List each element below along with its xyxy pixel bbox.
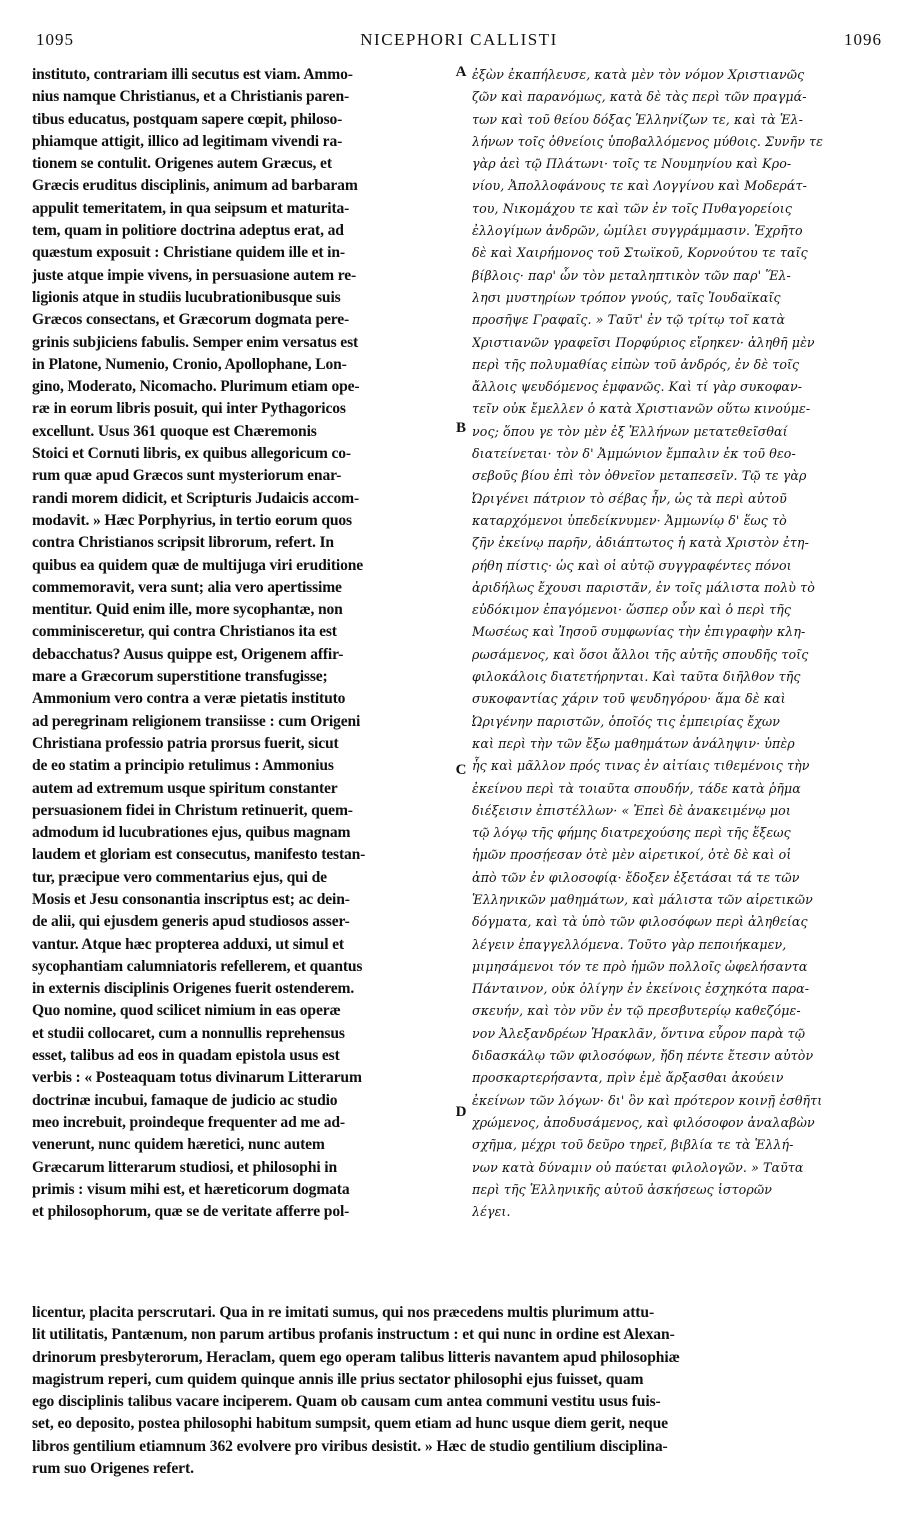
greek-text-line: Μωσέως καὶ Ἰησοῦ συμφωνίας τὴν ἐπιγραφὴν κλη- <box>472 624 806 640</box>
greek-text-line: ἄλλοις ψευδόμενος ἐμφανῶς. Καὶ τί γὰρ συκοφαν- <box>472 379 803 395</box>
greek-text-line: ἐλλογίμων ἀνδρῶν, ὡμίλει συγγράμμασιν. Ἐχρῆτο <box>472 223 803 239</box>
greek-text-line: νίου, Ἀπολλοφάνους τε καὶ Λογγίνου καὶ Μοδεράτ- <box>472 178 807 194</box>
latin-text-line: juste atque impie vivens, in persuasione autem re- <box>32 266 357 284</box>
latin-text-line: laudem et gloriam est consecutus, manifesto testan- <box>32 846 366 864</box>
greek-text-line: εὐδόκιμον ἐπαγόμενοι· ὥσπερ οὖν καὶ ὁ περὶ τῆς <box>472 602 792 618</box>
greek-text-line: διατείνεται· τὸν δ' Ἀμμώνιον ἔμπαλιν ἐκ τοῦ θεο- <box>472 446 796 462</box>
greek-text-line: λησι μυστηρίων τρόπον γνούς, ταῖς Ἰουδαϊκαῖς <box>472 289 781 305</box>
latin-text-line: tur, præcipue vero commentarius ejus, qui de <box>32 868 327 886</box>
greek-text-line: Ὠριγένην παριστῶν, ὁποῖός τις ἐμπειρίας ἔχων <box>472 713 781 729</box>
greek-text-line: δόγματα, καὶ τὰ ὑπὸ τῶν φιλοσόφων περὶ ἀληθείας <box>472 914 808 930</box>
greek-text-line: σεβοῦς βίου ἐπὶ τὸν ὀθνεῖον μεταπεσεῖν. Τῷ τε γὰρ <box>472 468 807 484</box>
latin-text-line: persuasionem fidei in Christum retinuerit, quem- <box>32 801 353 819</box>
latin-text-line: commemoravit, vera sunt; alia vero apertissime <box>32 578 342 596</box>
greek-text-line: μιμησάμενοι τόν τε πρὸ ἡμῶν πολλοῖς ὠφελήσαντα <box>472 958 808 974</box>
greek-text-line: ἐξὼν ἐκαπήλευσε, κατὰ μὲν τὸν νόμον Χριστιανῶς <box>472 67 805 82</box>
latin-text-line: in externis disciplinis Origenes fuerit ostenderem. <box>32 980 355 998</box>
latin-text-line: Græcos consectans, et Græcorum dogmata pere- <box>32 311 350 329</box>
greek-text-line: καὶ περὶ τὴν τῶν ἔξω μαθημάτων ἀνάληψιν· ὑπὲρ <box>472 735 795 751</box>
greek-text-line: ἧς καὶ μᾶλλον πρός τινας ἐν αἰτίαις τιθεμένοις τὴν <box>472 758 810 774</box>
greek-text-line: Πάνταινον, οὐκ ὀλίγην ἐν ἐκείνοις ἐσχηκότα παρα- <box>472 981 810 997</box>
latin-text-line: admodum id lucubrationes ejus, quibus magnam <box>32 824 351 842</box>
greek-text-line: του, Νικομάχου τε καὶ τῶν ἐν τοῖς Πυθαγορείοις <box>472 200 792 216</box>
latin-text-line: doctrinæ incubui, famaque de judicio ac studio <box>32 1091 338 1109</box>
greek-text-line: νων κατὰ δύναμιν οὐ παύεται φιλολογῶν. » Ταῦτα <box>472 1159 804 1175</box>
greek-text-line: βίβλοις· παρ' ὧν τὸν μεταληπτικὸν τῶν παρ' Ἕλ- <box>472 267 791 283</box>
greek-text-line: νος; ὅπου γε τὸν μὲν ἐξ Ἑλλήνων μετατεθεῖσθαί <box>472 423 788 439</box>
latin-text-line: modavit. » Hæc Porphyrius, in tertio eorum quos <box>32 511 352 529</box>
bottom-text-line: ego disciplinis talibus vacare inciperem. Quam ob causam cum antea communi vestitu usus fuis- <box>32 1393 661 1411</box>
latin-text-line: Ammonium vero contra a veræ pietatis instituto <box>32 690 346 708</box>
greek-text-line: δὲ καὶ Χαιρήμονος τοῦ Στωϊκοῦ, Κορνούτου τε ταῖς <box>472 245 808 261</box>
latin-text-line: debacchatus? Ausus quippe est, Origenem affir- <box>32 645 344 663</box>
page-number-right: 1096 <box>844 30 882 49</box>
greek-text-line: καταρχόμενοι ὑπεδείκνυμεν· Ἀμμωνίῳ δ' ἕως τὸ <box>472 512 787 528</box>
greek-text-line: ἡμῶν προσῄεσαν ὁτὲ μὲν αἱρετικοί, ὁτὲ δὲ καὶ οἱ <box>472 847 792 863</box>
latin-text-line: contra Christianos scripsit librorum, refert. In <box>32 534 334 552</box>
greek-text-line: ρήθη πίστις· ὡς καὶ οἱ αὐτῷ συγγραφέντες πόνοι <box>472 557 792 573</box>
greek-text-line: ἐκείνων τῶν λόγων· δι' ὃν καὶ πρότερον κοινῇ ἐσθῆτι <box>472 1092 823 1108</box>
bottom-text-line: rum suo Origenes refert. <box>32 1460 194 1478</box>
greek-text-line: διδασκάλῳ τῶν φιλοσόφων, ἤδη πέντε ἔτεσιν αὐτὸν <box>472 1048 814 1064</box>
greek-text-line: ζῆν ἐκείνῳ παρῆν, ἀδιάπτωτος ἡ κατὰ Χριστὸν ἐτη- <box>472 535 809 551</box>
latin-text-line: tem, quam in politiore doctrina adeptus erat, ad <box>32 222 344 240</box>
latin-text-line: excellunt. Usus 361 quoque est Chæremonis <box>32 422 317 440</box>
latin-text-line: et studii collocaret, cum a nonnullis reprehensus <box>32 1024 345 1042</box>
margin-letter-c: C <box>455 762 467 778</box>
latin-text-line: esset, talibus ad eos in quadam epistola usus est <box>32 1047 340 1065</box>
greek-text-line: ζῶν καὶ παρανόμως, κατὰ δὲ τὰς περὶ τῶν πραγμά- <box>472 89 807 105</box>
greek-text-line: σκευήν, καὶ τὸν νῦν ἐν τῷ πρεσβυτερίῳ καθεζόμε- <box>472 1003 801 1019</box>
latin-text-line: Mosis et Jesu consonantia inscriptus est; ac dein- <box>32 890 350 908</box>
greek-text-line: των καὶ τοῦ θείου δόξας Ἑλληνίζων τε, καὶ τὰ Ἑλ- <box>472 111 803 127</box>
greek-text-line: ἀριδήλως ἔχουσι παριστᾶν, ἐν τοῖς μάλιστα πολὺ τὸ <box>472 579 815 595</box>
latin-text-line: quæstum exposuit : Christiane quidem ille et in- <box>32 244 345 262</box>
margin-letter-d: D <box>455 1104 467 1120</box>
latin-text-line: Quo nomine, quod scilicet nimium in eas operæ <box>32 1002 341 1020</box>
latin-text-line: mare a Græcorum superstitione transfugisse; <box>32 668 328 686</box>
full-width-text-block <box>32 1302 882 1480</box>
greek-column <box>472 64 882 1223</box>
latin-text-line: Græcis eruditus disciplinis, animum ad barbaram <box>32 177 358 195</box>
running-title: NICEPHORI CALLISTI <box>360 30 558 49</box>
latin-text-line: vantur. Atque hæc propterea adduxi, ut simul et <box>32 935 344 953</box>
margin-letter-b: B <box>455 420 466 436</box>
latin-text-line: ad peregrinam religionem transiisse : cum Origeni <box>32 712 361 730</box>
greek-text-line: ἀπὸ τῶν ἐν φιλοσοφίᾳ· ἔδοξεν ἐξετάσαι τά τε τῶν <box>472 869 800 885</box>
latin-text-line: mentitur. Quid enim ille, more sycophantæ, non <box>32 601 343 619</box>
greek-text-line: ρωσάμενος, καὶ ὅσοι ἄλλοι τῆς αὐτῆς σπουδῆς τοῖς <box>472 646 809 662</box>
bottom-text-line: magistrum reperi, cum quidem quinque annis ille prius sectator philosophi ejus fuisset, quam <box>32 1370 644 1388</box>
latin-text-line: Stoici et Cornuti libris, ex quibus allegoricum co- <box>32 445 351 463</box>
greek-text-line: λέγειν ἐπαγγελλόμενα. Τοῦτο γὰρ πεποιήκαμεν, <box>472 936 787 952</box>
greek-text-line: χρώμενος, ἀποδυσάμενος, καὶ φιλόσοφον ἀναλαβὼν <box>472 1114 815 1130</box>
latin-text-line: nius namque Christianus, et a Christianis paren- <box>32 88 350 106</box>
latin-text-line: randi morem didicit, et Scripturis Judaicis accom- <box>32 489 360 507</box>
bottom-text-line: lit utilitatis, Pantænum, non parum artibus profanis instructum : et qui nunc in ordine est Alexan- <box>32 1326 675 1344</box>
latin-text-line: venerunt, nunc quidem hæretici, nunc autem <box>32 1136 325 1154</box>
latin-text-line: phiamque attigit, illico ad legitimam vivendi ra- <box>32 132 343 150</box>
latin-text-line: de eo statim a principio retulimus : Ammonius <box>32 757 334 775</box>
greek-text-line: προσῆψε Γραφαῖς. » Ταῦτ' ἐν τῷ τρίτῳ τοῖ κατὰ <box>472 312 786 328</box>
latin-text-line: ligionis atque in studiis lucubrationibusque suis <box>32 288 341 306</box>
latin-text-line: appulit temeritatem, in qua seipsum et maturita- <box>32 199 350 217</box>
greek-text-line: τῷ λόγῳ τῆς φήμης διατρεχούσης περὶ τῆς ἕξεως <box>472 825 791 841</box>
latin-text-line: instituto, contrariam illi secutus est viam. Ammo- <box>32 66 353 83</box>
latin-text-line: sycophantiam calumniatoris refellerem, et quantus <box>32 957 363 975</box>
greek-text-line: φιλοκάλοις διατετήρηνται. Καὶ ταῦτα διῆλθον τῆς <box>472 669 801 685</box>
latin-column <box>32 64 450 1223</box>
latin-text-line: de alii, qui ejusdem generis apud studiosos asser- <box>32 913 350 931</box>
greek-text-line: ἐκείνου περὶ τὰ τοιαῦτα σπουδήν, τάδε κατὰ ῥῆμα <box>472 780 801 796</box>
latin-text-line: primis : visum mihi est, et hæreticorum dogmata <box>32 1180 350 1198</box>
bottom-text-line: licentur, placita perscrutari. Qua in re imitati sumus, qui nos præcedens multis plurimum attu- <box>32 1304 655 1321</box>
bottom-text-line: set, eo deposito, postea philosophi habitum sumpsit, quem etiam ad hunc usque diem gerit, neque <box>32 1415 668 1433</box>
latin-text-line: comminisceretur, qui contra Christianos ita est <box>32 623 337 641</box>
latin-text-line: Græcarum litterarum studiosi, et philosophi in <box>32 1158 337 1176</box>
latin-text-line: Christiana professio patria prorsus fuerit, sicut <box>32 734 339 752</box>
greek-text-line: γὰρ ἀεὶ τῷ Πλάτωνι· τοῖς τε Νουμηνίου καὶ Κρο- <box>472 156 792 172</box>
latin-text-line: quibus ea quidem quæ de multijuga viri eruditione <box>32 556 364 574</box>
latin-text-line: in Platone, Numenio, Cronio, Apollophane, Lon- <box>32 355 347 373</box>
page-number-left: 1095 <box>36 30 74 49</box>
greek-text-line: λήνων τοῖς ὀθνείοις ὑποβαλλόμενος μύθοις. Συνῆν τε <box>472 133 823 149</box>
latin-text-line: autem ad extremum usque spiritum constanter <box>32 779 338 797</box>
latin-text-line: ræ in eorum libris posuit, qui inter Pythagoricos <box>32 400 346 418</box>
greek-text-line: τεῖν οὐκ ἔμελλεν ὁ κατὰ Χριστιανῶν οὕτω κινούμε- <box>472 401 811 417</box>
latin-text-line: et philosophorum, quæ se de veritate afferre pol- <box>32 1203 350 1221</box>
latin-text-line: grinis subjiciens fabulis. Semper enim versatus est <box>32 333 359 351</box>
bottom-text-line: drinorum presbyterorum, Heraclam, quem ego operam talibus litteris navantem apud philosophiæ <box>32 1348 680 1366</box>
latin-text-line: gino, Moderato, Nicomacho. Plurimum etiam ope- <box>32 378 360 396</box>
greek-text-line: Ἑλληνικῶν μαθημάτων, καὶ μάλιστα τῶν αἱρετικῶν <box>472 891 813 907</box>
latin-text-line: tibus educatus, postquam sapere cœpit, philoso- <box>32 110 343 128</box>
greek-text-line: διέξεισιν ἐπιστέλλων· « Ἐπεὶ δὲ ἀνακειμένῳ μοι <box>472 802 791 818</box>
latin-text-line: verbis : « Posteaquam totus divinarum Litterarum <box>32 1069 362 1087</box>
greek-text-line: συκοφαντίας χάριν τοῦ ψευδηγόρου· ἅμα δὲ καὶ <box>472 691 786 707</box>
greek-text-line: περὶ τῆς Ἑλληνικῆς αὐτοῦ ἀσκήσεως ἱστορῶν <box>472 1181 772 1197</box>
running-header <box>36 30 882 52</box>
margin-letter-a: A <box>455 64 467 80</box>
greek-text-line: Ὠριγένει πάτριον τὸ σέβας ἦν, ὡς τὰ περὶ αὐτοῦ <box>472 490 787 506</box>
bottom-text-line: libros gentilium etiamnum 362 evolvere pro viribus desistit. » Hæc de studio gentilium disciplina- <box>32 1437 668 1455</box>
greek-text-line: περὶ τῆς πολυμαθίας εἰπὼν τοῦ ἀνδρός, ἐν δὲ τοῖς <box>472 356 800 372</box>
greek-text-line: σχῆμα, μέχρι τοῦ δεῦρο τηρεῖ, βιβλία τε τὰ Ἑλλή- <box>472 1137 794 1153</box>
latin-text-line: tionem se contulit. Origenes autem Græcus, et <box>32 155 332 173</box>
greek-text-line: λέγει. <box>472 1204 511 1220</box>
greek-text-line: νον Ἀλεξανδρέων Ἡρακλᾶν, ὅντινα εὗρον παρὰ τῷ <box>472 1025 806 1041</box>
greek-text-line: προσκαρτερήσαντα, πρὶν ἐμὲ ἄρξασθαι ἀκούειν <box>472 1070 784 1086</box>
greek-text-line: Χριστιανῶν γραφεῖσι Πορφύριος εἴρηκεν· ἀληθῆ μὲν <box>472 334 815 350</box>
latin-text-line: meo increbuit, proindeque frequenter ad me ad- <box>32 1113 345 1131</box>
latin-text-line: rum quæ apud Græcos sunt mysteriorum enar- <box>32 467 342 485</box>
